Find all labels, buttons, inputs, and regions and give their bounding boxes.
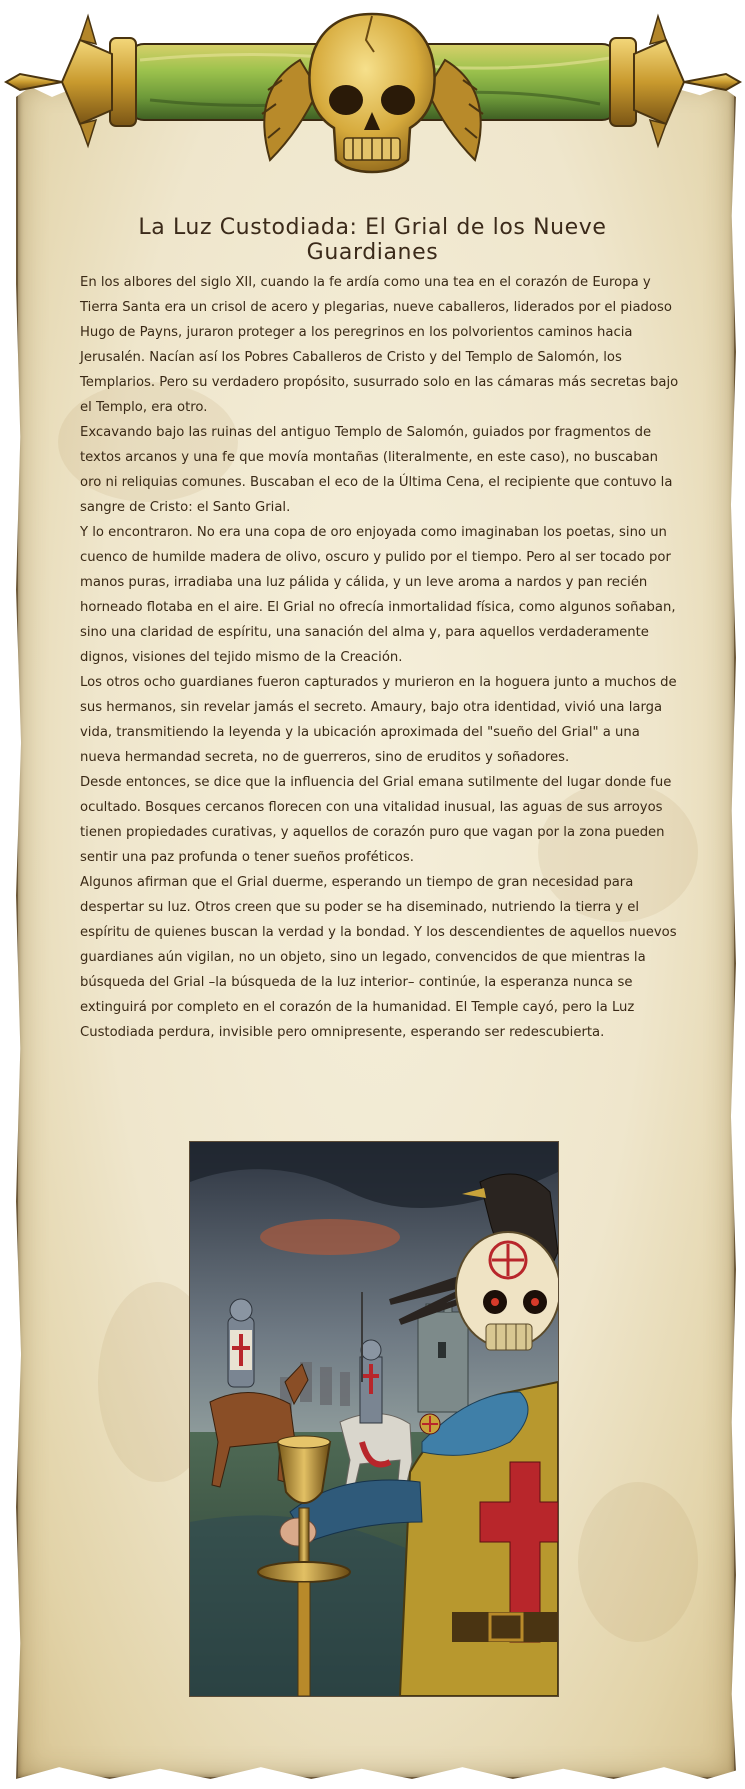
- paragraph: Excavando bajo las ruinas del antiguo Templo de Salomón, guiados por fragmentos de textos arcanos y una fe que movía montañas (literalmente, en este caso), no buscaban oro ni reliquias comunes. Buscaban el eco de la Última Cena, el recipiente que contuvo la sangre de Cristo: el Santo Grial.: [80, 425, 673, 515]
- paragraph: Desde entonces, se dice que la influencia del Grial emana sutilmente del lugar donde fue ocultado. Bosques cercanos florecen con una vitalidad inusual, las aguas de sus arroyos tienen propiedades curativas, y aquellos de corazón puro que vagan por la zona pueden sentir una paz profunda o tener sueños proféticos.: [80, 775, 672, 865]
- scroll-rod-skull-header: [0, 0, 745, 190]
- paragraph: Los otros ocho guardianes fueron capturados y murieron en la hoguera junto a muchos de sus hermanos, sin revelar jamás el secreto. Amaury, bajo otra identidad, vivió una larga vida, transmitiendo la leyenda y la ubicación aproximada del "sueño del Grial" a una nueva hermandad secreta, no de guerreros, sino de eruditos y soñadores.: [80, 675, 677, 765]
- paragraph: Algunos afirman que el Grial duerme, esperando un tiempo de gran necesidad para despertar su luz. Otros creen que su poder se ha diseminado, nutriendo la tierra y el espíritu de quienes buscan la verdad y la bondad. Y los descendientes de aquellos nuevos guardianes aún vigilan, no un objeto, sino un legado, convencidos de que mientras la búsqueda del Grial –la búsqueda de la luz interior– continúe, la esperanza nunca se extinguirá por completo en el corazón de la humanidad. El Temple cayó, pero la Luz Custodiada perdura, invisible pero omnipresente, esperando ser redescubierta.: [80, 875, 677, 1040]
- document-body: [80, 270, 680, 1045]
- paragraph: Y lo encontraron. No era una copa de oro enjoyada como imaginaban los poetas, sino un cuenco de humilde madera de olivo, oscuro y pulido por el tiempo. Pero al ser tocado por manos puras, irradiaba una luz pálida y cálida, y un leve aroma a nardos y pan recién horneado flotaba en el aire. El Grial no ofrecía inmortalidad física, como algunos soñaban, sino una claridad de espíritu, una sanación del alma y, para aquellos verdaderamente dignos, visiones del tejido mismo de la Creación.: [80, 525, 676, 665]
- templar-grail-painting: [189, 1141, 559, 1697]
- paragraph: En los albores del siglo XII, cuando la fe ardía como una tea en el corazón de Europa y Tierra Santa era un crisol de acero y plegarias, nueve caballeros, liderados por el piadoso Hugo de Payns, juraron proteger a los peregrinos en los polvorientos caminos hacia Jerusalén. Nacían así los Pobres Caballeros de Cristo y del Templo de Salomón, los Templarios. Pero su verdadero propósito, susurrado solo en las cámaras más secretas bajo el Templo, era otro.: [80, 275, 679, 415]
- document-title: La Luz Custodiada: El Grial de los Nueve Guardianes: [138, 215, 607, 265]
